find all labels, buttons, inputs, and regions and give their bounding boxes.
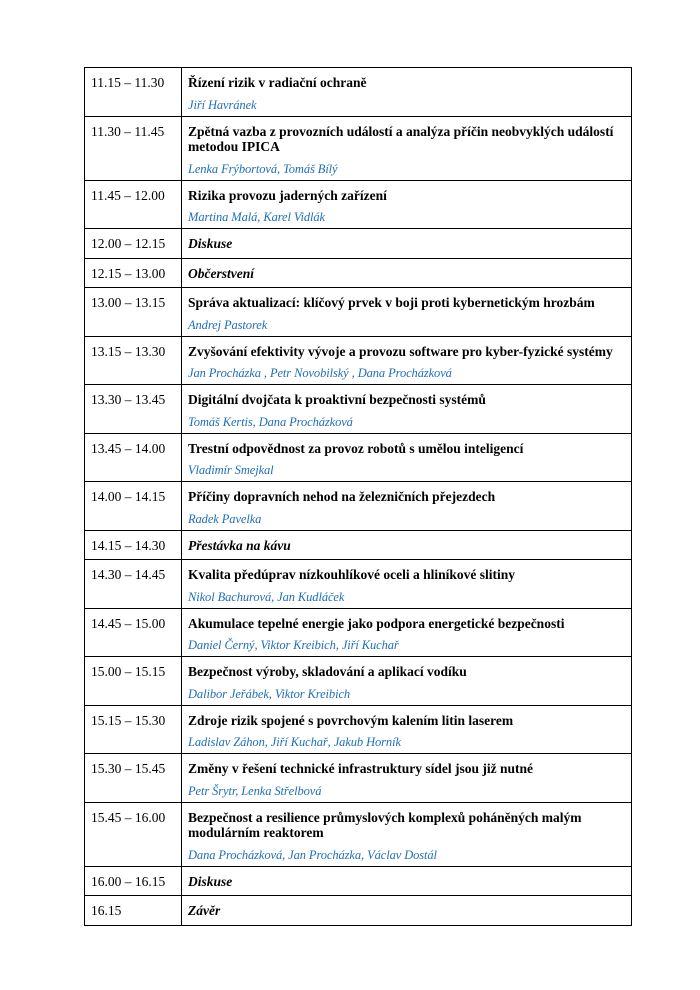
talk-authors: Ladislav Záhon, Jiří Kuchař, Jakub Horník [188,735,401,749]
time-slot: 16.00 – 16.15 [85,866,182,896]
talk-title: Zvyšování efektivity vývoje a provozu software pro kyber-fyzické systémy [188,343,613,359]
program-table [84,67,632,926]
session-cell [182,68,632,117]
session-cell [182,116,632,180]
schedule-talk-row [85,482,632,531]
talk-authors: Jiří Havránek [188,97,257,112]
break-label: Diskuse [188,236,233,251]
time-slot: 11.30 – 11.45 [85,116,182,180]
talk-authors: Tomáš Kertis, Dana Procházková [188,414,353,429]
session-cell [182,866,632,896]
break-label: Přestávka na kávu [188,537,291,553]
talk-authors: Andrej Pastorek [188,317,268,332]
schedule-talk-row [85,754,632,803]
time-slot: 15.15 – 15.30 [85,705,182,754]
talk-title: Rizika provozu jaderných zařízení [188,187,387,203]
break-label: Diskuse [188,873,233,889]
talk-title: Změny v řešení technické infrastruktury sídel jsou již nutné [188,761,533,776]
time-slot: 12.15 – 13.00 [85,258,182,288]
time-slot: 14.30 – 14.45 [85,560,182,609]
time-slot: 13.45 – 14.00 [85,433,182,482]
time-slot: 14.15 – 14.30 [85,530,182,560]
talk-title: Akumulace tepelné energie jako podpora energetické bezpečnosti [188,615,565,631]
schedule-break-row [85,530,632,560]
time-slot: 12.00 – 12.15 [85,229,182,259]
time-slot: 16.15 [85,896,182,926]
session-cell [182,385,632,434]
schedule-talk-row [85,433,632,482]
session-cell [182,608,632,657]
schedule-talk-row [85,385,632,434]
talk-title: Správa aktualizací: klíčový prvek v boji proti kybernetickým hrozbám [188,295,595,310]
talk-authors: Vladimír Smejkal [188,463,274,477]
session-cell [182,336,632,385]
talk-title: Bezpečnost a resilience průmyslových komplexů poháněných malým modulárním reaktorem [188,809,582,840]
session-cell [182,530,632,560]
schedule-talk-row [85,288,632,337]
schedule-talk-row [85,657,632,706]
schedule-talk-row [85,608,632,657]
talk-authors: Lenka Frýbortová, Tomáš Bílý [188,161,338,176]
time-slot: 13.15 – 13.30 [85,336,182,385]
schedule-talk-row [85,180,632,229]
break-label: Závěr [188,903,221,918]
session-cell [182,802,632,866]
talk-authors: Radek Pavelka [188,511,262,526]
time-slot: 14.00 – 14.15 [85,482,182,531]
break-label: Občerstvení [188,265,254,281]
session-cell [182,754,632,803]
session-cell [182,433,632,482]
talk-authors: Dalibor Jeřábek, Viktor Kreibich [188,686,351,701]
session-cell [182,560,632,609]
session-cell [182,180,632,229]
session-cell [182,229,632,259]
schedule-talk-row [85,802,632,866]
time-slot: 13.00 – 13.15 [85,288,182,337]
talk-authors: Martina Malá, Karel Vidlák [188,210,325,224]
talk-title: Digitální dvojčata k proaktivní bezpečnosti systémů [188,392,486,407]
session-cell [182,705,632,754]
time-slot: 11.15 – 11.30 [85,68,182,117]
schedule-talk-row [85,336,632,385]
time-slot: 11.45 – 12.00 [85,180,182,229]
session-cell [182,896,632,926]
time-slot: 14.45 – 15.00 [85,608,182,657]
time-slot: 15.45 – 16.00 [85,802,182,866]
schedule-talk-row [85,705,632,754]
talk-title: Kvalita předúprav nízkouhlíkové oceli a hliníkové slitiny [188,567,516,582]
talk-title: Trestní odpovědnost za provoz robotů s umělou inteligencí [188,440,524,456]
talk-title: Bezpečnost výroby, skladování a aplikací vodíku [188,664,467,679]
talk-authors: Nikol Bachurová, Jan Kudláček [188,589,345,604]
time-slot: 15.00 – 15.15 [85,657,182,706]
schedule-break-row [85,866,632,896]
session-cell [182,482,632,531]
schedule-break-row [85,258,632,288]
schedule-break-row [85,896,632,926]
talk-authors: Dana Procházková, Jan Procházka, Václav Dostál [188,847,437,862]
schedule-talk-row [85,116,632,180]
talk-title: Zpětná vazba z provozních událostí a analýza příčin neobvyklých událostí metodou IPICA [188,123,614,154]
session-cell [182,657,632,706]
time-slot: 13.30 – 13.45 [85,385,182,434]
talk-title: Řízení rizik v radiační ochraně [188,75,367,90]
talk-authors: Jan Procházka , Petr Novobilský , Dana Procházková [188,366,452,380]
talk-authors: Petr Šrytr, Lenka Střelbová [188,783,322,798]
talk-title: Zdroje rizik spojené s povrchovým kalením litin laserem [188,712,514,728]
talk-title: Příčiny dopravních nehod na železničních přejezdech [188,489,496,504]
time-slot: 15.30 – 15.45 [85,754,182,803]
program-table-body [85,68,632,926]
schedule-talk-row [85,560,632,609]
schedule-talk-row [85,68,632,117]
talk-authors: Daniel Černý, Viktor Kreibich, Jiří Kuchař [188,638,399,652]
session-cell [182,258,632,288]
schedule-break-row [85,229,632,259]
session-cell [182,288,632,337]
